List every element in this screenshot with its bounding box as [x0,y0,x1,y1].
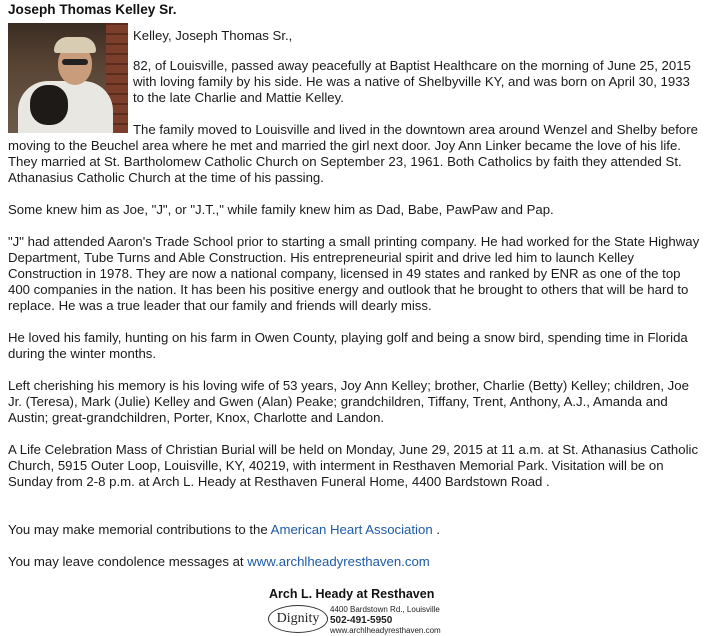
condolence-prefix: You may leave condolence messages at [8,554,248,569]
condolence-website-link[interactable]: www.archlheadyresthaven.com [247,554,430,569]
photo-cap [54,37,96,53]
obituary-paragraph: 82, of Louisville, passed away peacefully at Baptist Healthcare on the morning of June 25, 2015 with loving family by his side. He was a native of Shelbyville KY, and was born on April 30, 1933 to the late Charlie and Mattie Kelley. [133,58,691,105]
condolence-line [8,554,700,570]
obituary-paragraph: "J" had attended Aaron's Trade School prior to starting a small printing company. He had worked for the State Highway Department, Tube Turns and Able Construction. His entrepreneurial spirit and drive led him to launch Kelley Construction in 1978. They are now a national company, licensed in 49 states and ranked by ENR as one of the top 400 companies in the nation. It has been his positive energy and outlook that he brought to others that will be hard to replace. He was a true leader that our family and friends will dearly miss. [8,234,700,313]
obituary-paragraph: The family moved to Louisville and lived in the downtown area around Wenzel and Shelby before moving to the Beuchel area where he met and married the girl next door. Joy Ann Linker became the love of his life. They married at St. Bartholomew Catholic Church on September 23, 1961. Both Catholics by faith they attended St. Athanasius Catholic Church at the time of his passing. [8,122,698,185]
funeral-home-phone: 502-491-5950 [330,615,393,626]
dignity-logo [268,605,328,633]
american-heart-association-link[interactable]: American Heart Association [270,522,433,537]
funeral-home-contact [330,605,441,636]
obituary-lead: Kelley, Joseph Thomas Sr., [133,28,293,43]
photo-dog [30,85,68,125]
memorial-suffix: . [432,522,440,537]
obituary-paragraph: Some knew him as Joe, "J", or "J.T.," while family knew him as Dad, Babe, PawPaw and Pap. [8,202,554,217]
obituary-paragraph: Left cherishing his memory is his loving wife of 53 years, Joy Ann Kelley; brother, Charlie (Betty) Kelley; children, Joe Jr. (Teresa), Mark (Julie) Kelley and Gwen (Alan) Peake; grandchildren, Tiffany, Trent, Anthony, A.J., Amanda and Austin; great-grandchildren, Porter, Knox, Charlotte and Landon. [8,378,689,425]
photo-glasses [62,59,88,65]
page-title: Joseph Thomas Kelley Sr. [8,2,177,17]
obituary-paragraph: He loved his family, hunting on his farm in Owen County, playing golf and being a snow bird, spending time in Florida during the winter months. [8,330,688,361]
memorial-prefix: You may make memorial contributions to the [8,522,271,537]
funeral-home-address: 4400 Bardstown Rd., Louisville [330,605,440,614]
dignity-logo-text: Dignity [276,611,320,626]
funeral-home-website: www.archlheadyresthaven.com [330,626,441,635]
portrait-photo [8,23,128,133]
obituary-paragraph: A Life Celebration Mass of Christian Burial will be held on Monday, June 29, 2015 at 11 a.m. at St. Athanasius Catholic Church, 5915 Outer Loop, Louisville, KY, 40219, with interment in Resthaven Memorial Park. Visitation will be on Sunday from 2-8 p.m. at Arch L. Heady at Resthaven Funeral Home, 4400 Bardstown Road . [8,442,699,489]
funeral-home-name: Arch L. Heady at Resthaven [269,587,435,601]
memorial-line [8,522,700,538]
